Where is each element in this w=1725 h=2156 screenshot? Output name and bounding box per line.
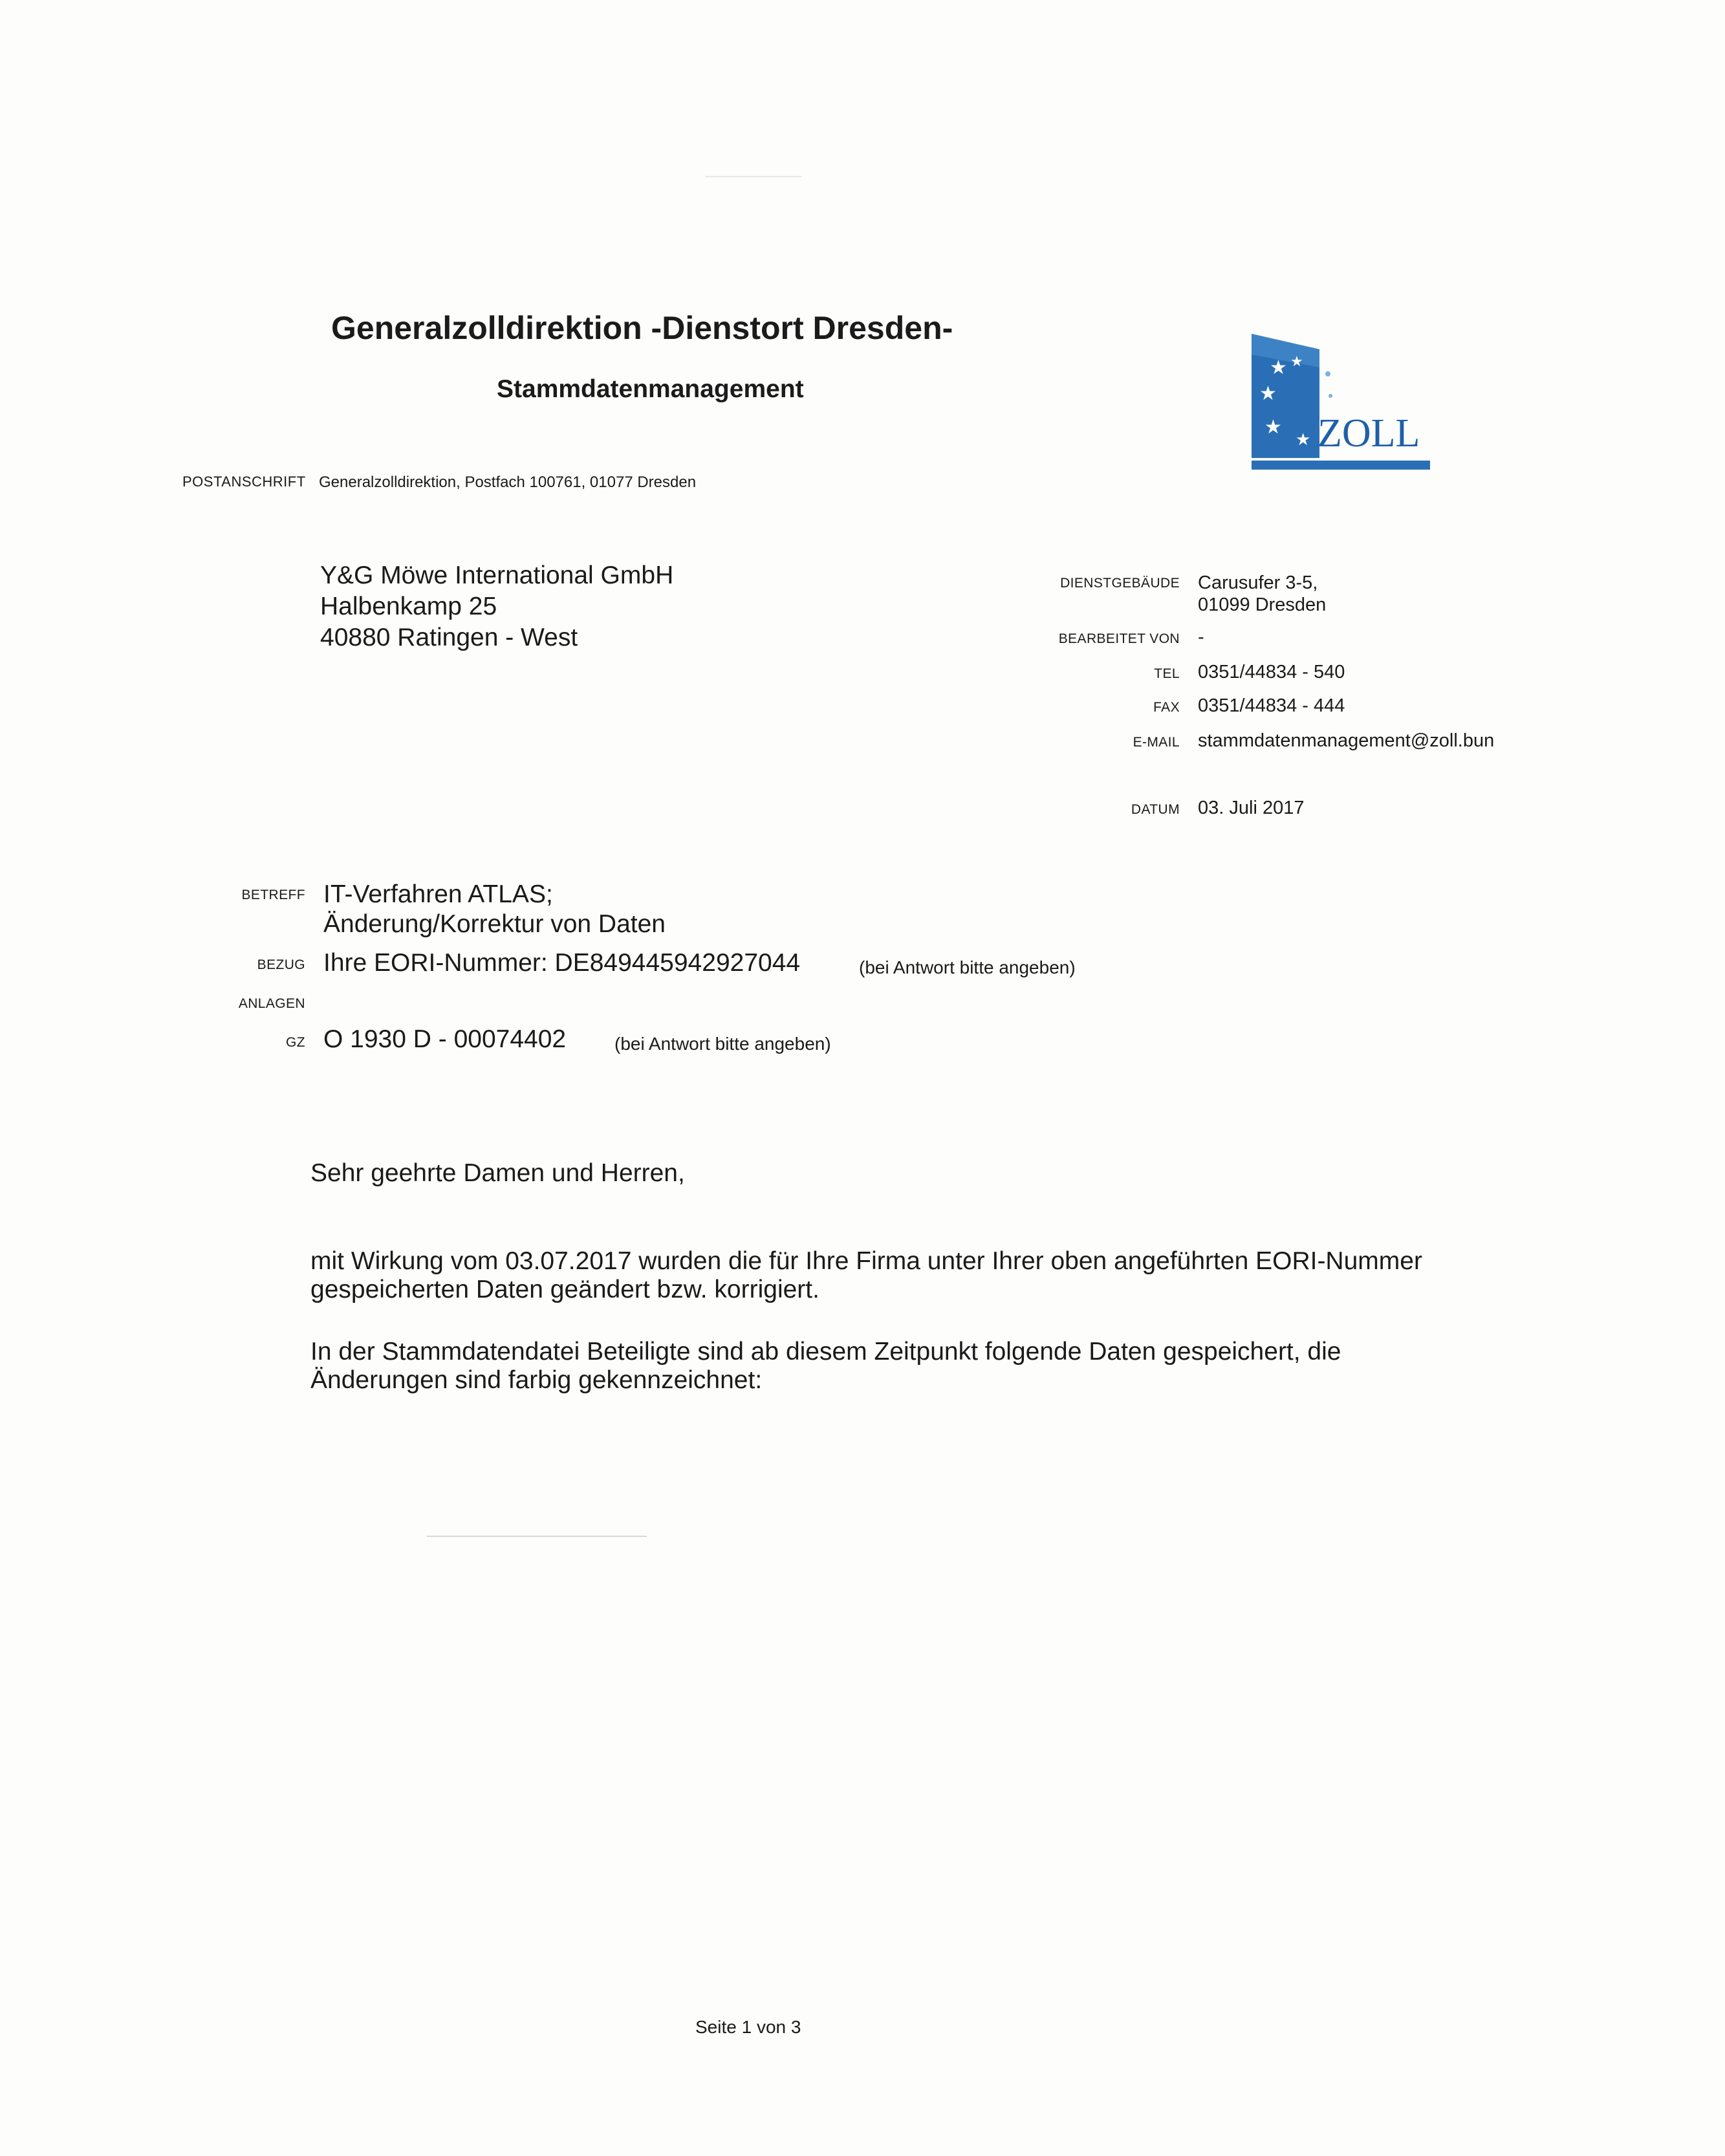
paragraph-line: Änderungen sind farbig gekennzeichnet: (310, 1366, 763, 1394)
email-value: stammdatenmanagement@zoll.bun (1198, 730, 1495, 751)
svg-text:★: ★ (1296, 430, 1311, 450)
svg-text:★: ★ (1290, 354, 1303, 370)
dienstgebaeude-line: 01099 Dresden (1198, 594, 1327, 615)
paragraph-line: gespeicherten Daten geändert bzw. korrigiert. (310, 1276, 819, 1303)
gz-note: (bei Antwort bitte angeben) (614, 1034, 831, 1054)
scan-artifact (705, 176, 802, 177)
svg-text:★: ★ (1264, 416, 1282, 439)
page-subtitle: Stammdatenmanagement (497, 375, 804, 403)
dienstgebaeude-label: DIENSTGEBÄUDE (1060, 576, 1180, 591)
scan-artifact (427, 1536, 647, 1537)
fax-value: 0351/44834 - 444 (1198, 695, 1345, 716)
bezug-note: (bei Antwort bitte angeben) (859, 957, 1076, 977)
datum-label: DATUM (1131, 802, 1180, 817)
paragraph-line: mit Wirkung vom 03.07.2017 wurden die für Ihre Firma unter Ihrer oben angeführten EORI-Nummer (310, 1247, 1422, 1275)
tel-label: TEL (1154, 666, 1180, 681)
postanschrift-label: POSTANSCHRIFT (182, 474, 306, 490)
email-label: E-MAIL (1133, 735, 1180, 750)
zoll-logo (1245, 329, 1437, 475)
anlagen-label: ANLAGEN (238, 996, 305, 1011)
bezug-label: BEZUG (257, 957, 305, 972)
fax-label: FAX (1153, 700, 1180, 715)
recipient-line: Y&G Möwe International GmbH (320, 561, 674, 589)
svg-text:★: ★ (1270, 356, 1287, 379)
bearbeitet-label: BEARBEITET VON (1058, 631, 1180, 646)
datum-value: 03. Juli 2017 (1198, 798, 1305, 818)
recipient-address (320, 560, 673, 653)
betreff-line: IT-Verfahren ATLAS; (323, 880, 553, 908)
tel-value: 0351/44834 - 540 (1198, 662, 1345, 682)
paragraph-line: In der Stammdatendatei Beteiligte sind ab diesem Zeitpunkt folgende Daten gespeichert, die (310, 1338, 1341, 1366)
salutation: Sehr geehrte Damen und Herren, (310, 1159, 685, 1187)
dienstgebaeude-line: Carusufer 3-5, (1198, 572, 1318, 593)
zoll-logo-text: ZOLL (1318, 411, 1420, 455)
bearbeitet-value: - (1198, 627, 1204, 648)
svg-text:★: ★ (1259, 382, 1277, 405)
betreff-line: Änderung/Korrektur von Daten (323, 910, 666, 938)
recipient-line: Halbenkamp 25 (320, 593, 497, 620)
gz-label: GZ (286, 1035, 305, 1050)
page-title: Generalzolldirektion -Dienstort Dresden- (331, 310, 953, 346)
gz-value: O 1930 D - 00074402 (323, 1025, 567, 1053)
bezug-value: Ihre EORI-Nummer: DE849445942927044 (323, 949, 801, 977)
postanschrift-value: Generalzolldirektion, Postfach 100761, 01077 Dresden (319, 474, 697, 491)
recipient-line: 40880 Ratingen - West (320, 624, 578, 651)
page-number: Seite 1 von 3 (695, 2017, 801, 2037)
betreff-label: BETREFF (241, 887, 305, 902)
